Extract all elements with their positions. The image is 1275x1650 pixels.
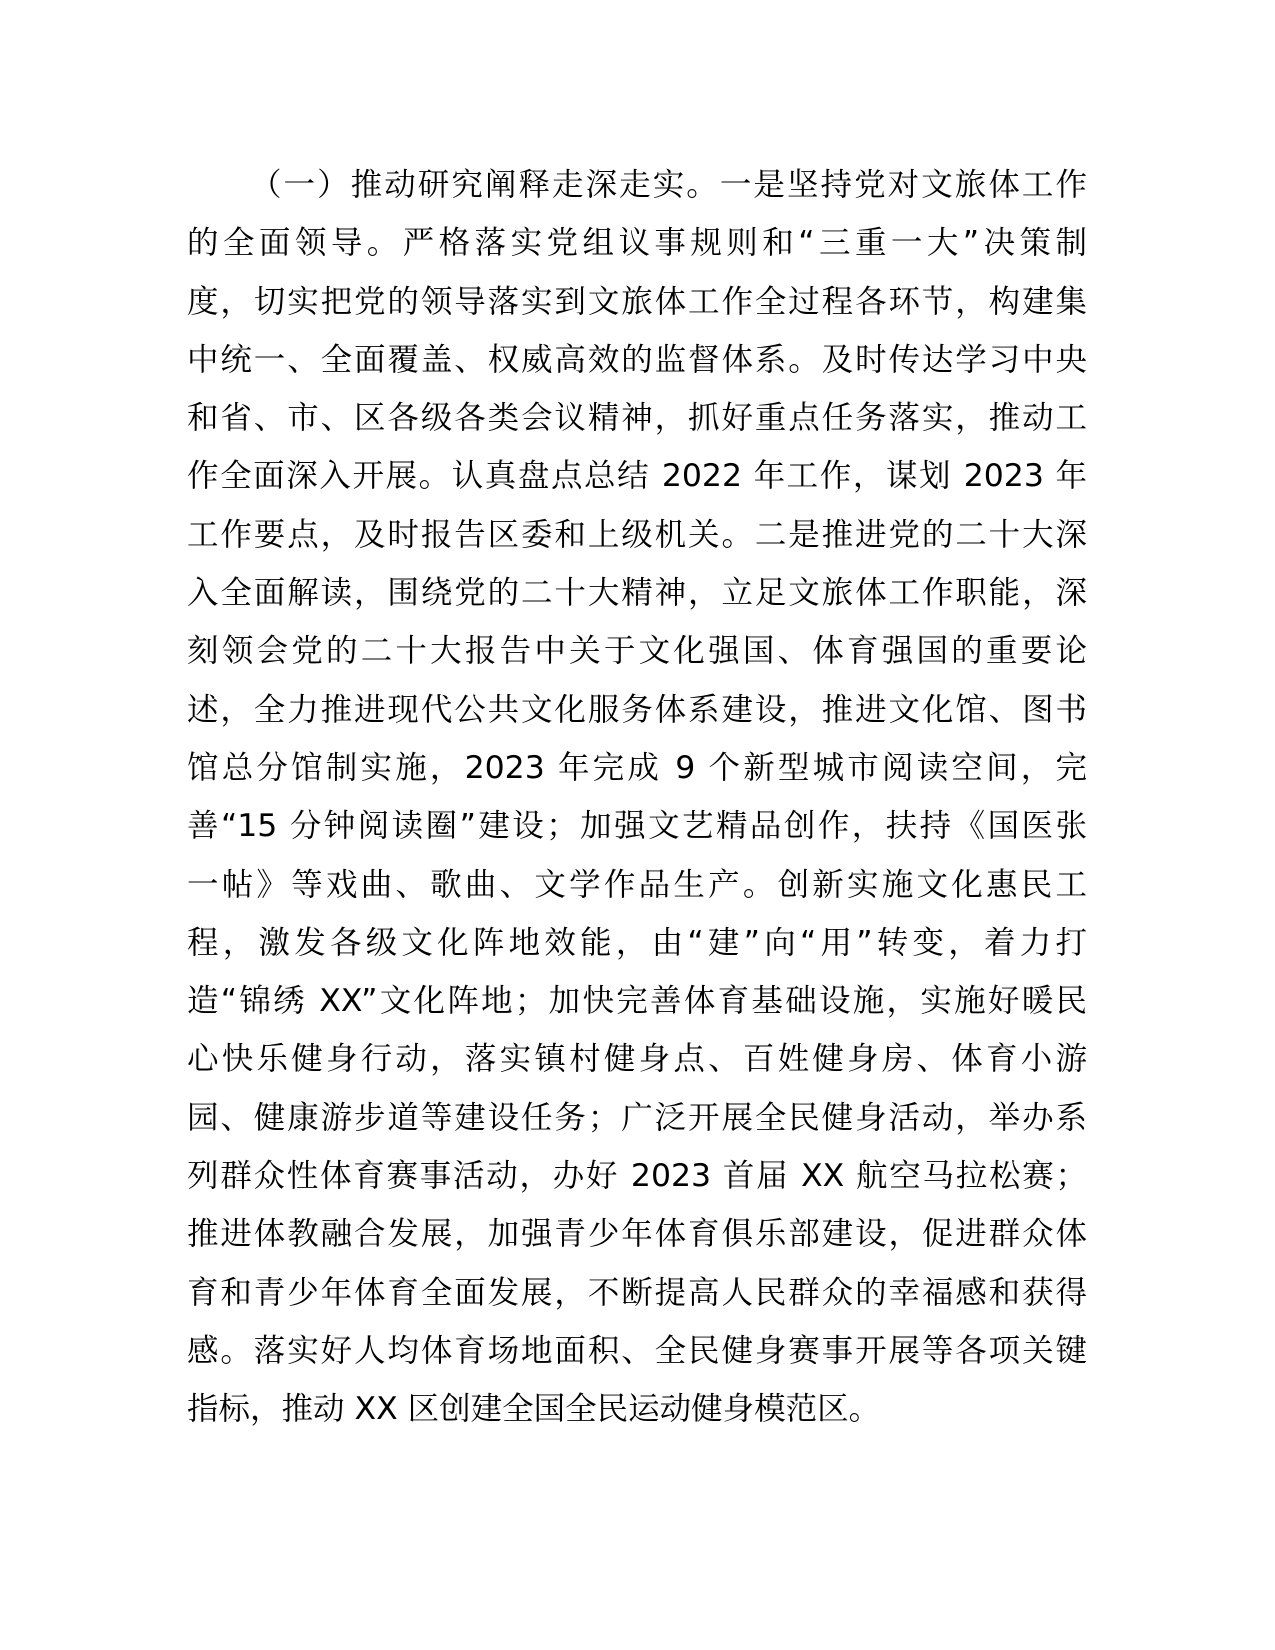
paragraph-line: 程，激发各级文化阵地效能，由“建”向“用”转变，着力打 (187, 924, 1087, 961)
paragraph-line: 述，全力推进现代公共文化服务体系建设，推进文化馆、图书 (187, 691, 1087, 728)
paragraph-line: 感。落实好人均体育场地面积、全民健身赛事开展等各项关键 (187, 1332, 1087, 1369)
paragraph-line: 心快乐健身行动，落实镇村健身点、百姓健身房、体育小游 (187, 1041, 1087, 1078)
paragraph-line: 指标，推动 XX 区创建全国全民运动健身模范区。 (187, 1391, 881, 1428)
paragraph-line: 善“15 分钟阅读圈”建设；加强文艺精品创作，扶持《国医张 (187, 808, 1087, 845)
body-paragraph (187, 156, 1087, 1439)
paragraph-line: 刻领会党的二十大报告中关于文化强国、体育强国的重要论 (187, 633, 1087, 670)
paragraph-line: 入全面解读，围绕党的二十大精神，立足文旅体工作职能，深 (187, 575, 1087, 612)
paragraph-line: 列群众性体育赛事活动，办好 2023 首届 XX 航空马拉松赛； (187, 1158, 1087, 1195)
paragraph-line: 推进体教融合发展，加强青少年体育俱乐部建设，促进群众体 (187, 1216, 1087, 1253)
paragraph-line: （一）推动研究阐释走深走实。一是坚持党对文旅体工作 (250, 167, 1087, 203)
paragraph-line: 作全面深入开展。认真盘点总结 2022 年工作，谋划 2023 年 (187, 458, 1087, 495)
paragraph-line: 中统一、全面覆盖、权威高效的监督体系。及时传达学习中央 (187, 341, 1087, 378)
paragraph-line: 育和青少年体育全面发展，不断提高人民群众的幸福感和获得 (187, 1274, 1087, 1311)
paragraph-line: 馆总分馆制实施，2023 年完成 9 个新型城市阅读空间，完 (187, 749, 1087, 786)
paragraph-line: 和省、市、区各级各类会议精神，抓好重点任务落实，推动工 (187, 400, 1087, 437)
paragraph-line: 园、健康游步道等建设任务；广泛开展全民健身活动，举办系 (187, 1099, 1087, 1136)
paragraph-line: 的全面领导。严格落实党组议事规则和“三重一大”决策制 (187, 225, 1087, 262)
paragraph-line: 度，切实把党的领导落实到文旅体工作全过程各环节，构建集 (187, 283, 1087, 320)
paragraph-line: 工作要点，及时报告区委和上级机关。二是推进党的二十大深 (187, 516, 1087, 553)
paragraph-line: 造“锦绣 XX”文化阵地；加快完善体育基础设施，实施好暖民 (187, 983, 1087, 1020)
paragraph-line: 一帖》等戏曲、歌曲、文学作品生产。创新实施文化惠民工 (187, 866, 1087, 903)
